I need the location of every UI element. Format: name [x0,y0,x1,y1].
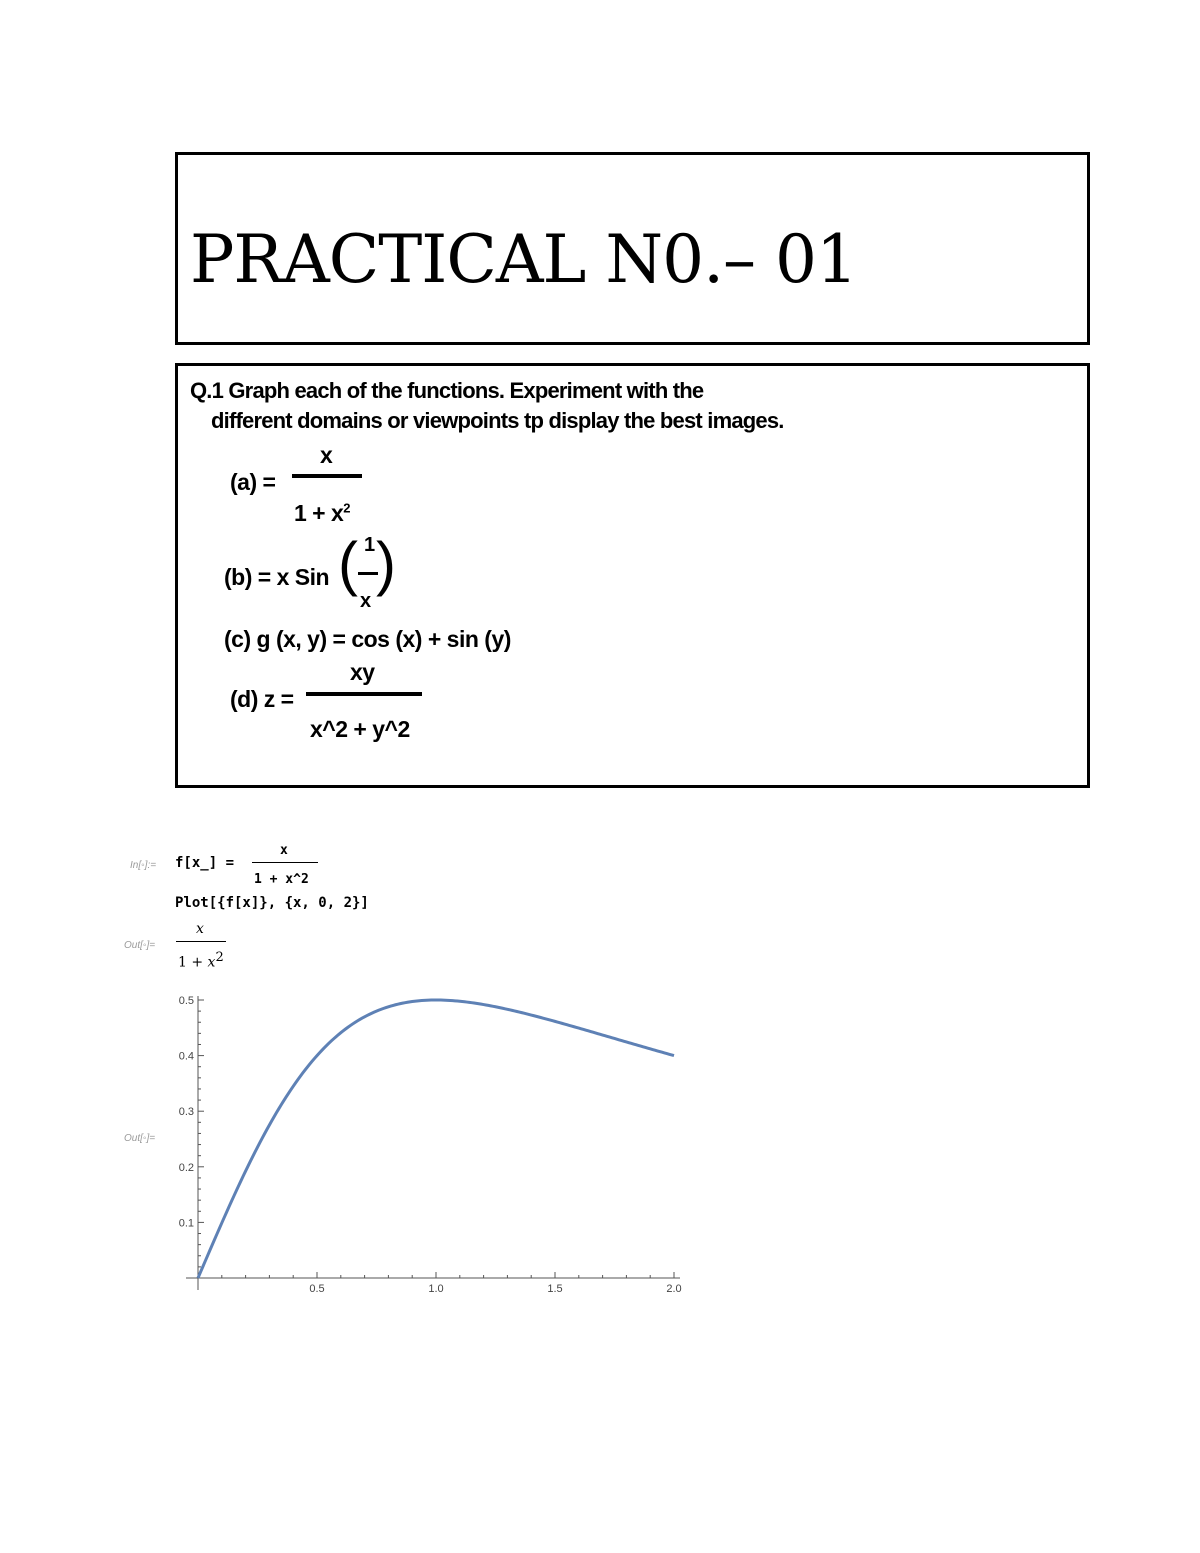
definition-lhs: f[x_] = [175,855,235,871]
formula-d-denominator: x^2 + y^2 [310,716,410,742]
y-tick-label: 0.4 [178,1050,194,1063]
x-tick-label: 0.5 [309,1283,325,1295]
title-box [175,152,1090,345]
formula-b-fraction-bar [358,572,378,575]
plot-ticks [198,1000,674,1278]
input-cell-label: In[◦]:= [130,860,157,871]
formula-a-fraction-bar [292,474,362,478]
output-fraction-bar [176,941,226,942]
y-tick-label: 0.3 [178,1106,194,1119]
formula-b-denominator: x [360,590,371,612]
formula-b-lhs: (b) = x Sin [224,564,330,590]
question-box [175,363,1090,788]
definition-fraction-bar [252,862,318,863]
plot-command: Plot[{f[x]}, {x, 0, 2}] [175,895,369,911]
output-cell-label-2: Out[◦]= [124,1133,156,1144]
question-line-1: Q.1 Graph each of the functions. Experiment with the [190,378,704,403]
x-tick-label: 1.5 [547,1283,563,1295]
series-line-f [198,1000,674,1278]
formula-b-numerator: 1 [364,534,375,556]
plot-tick-labels [179,995,682,1295]
y-tick-label: 0.1 [178,1217,194,1230]
x-tick-label: 2.0 [666,1283,682,1295]
formula-d-lhs: (d) z = [230,686,294,712]
y-tick-label: 0.5 [178,995,194,1007]
definition-denominator: 1 + x^2 [254,872,309,887]
output-numerator: x [196,921,204,937]
output-cell-label: Out[◦]= [124,940,156,951]
question-line-2: different domains or viewpoints tp display the best images. [211,408,784,433]
formula-a-denominator: $1 + x^2$ [294,500,351,526]
output-denominator: $1 + x^2$ [178,950,224,971]
right-paren: ) [376,530,396,597]
left-paren: ( [338,530,358,597]
page-title: PRACTICAL N0.– 01 [190,221,858,298]
formula-a-numerator: x [320,442,333,468]
formula-c: (c) g (x, y) = cos (x) + sin (y) [224,626,511,652]
y-tick-label: 0.2 [178,1161,194,1174]
definition-numerator: x [280,843,288,858]
formula-d-fraction-bar [306,692,422,696]
x-tick-label: 1.0 [428,1283,444,1295]
formula-a-lhs: (a) = [230,469,276,495]
formula-d-numerator: xy [350,659,375,685]
plot-chart [160,980,700,1300]
